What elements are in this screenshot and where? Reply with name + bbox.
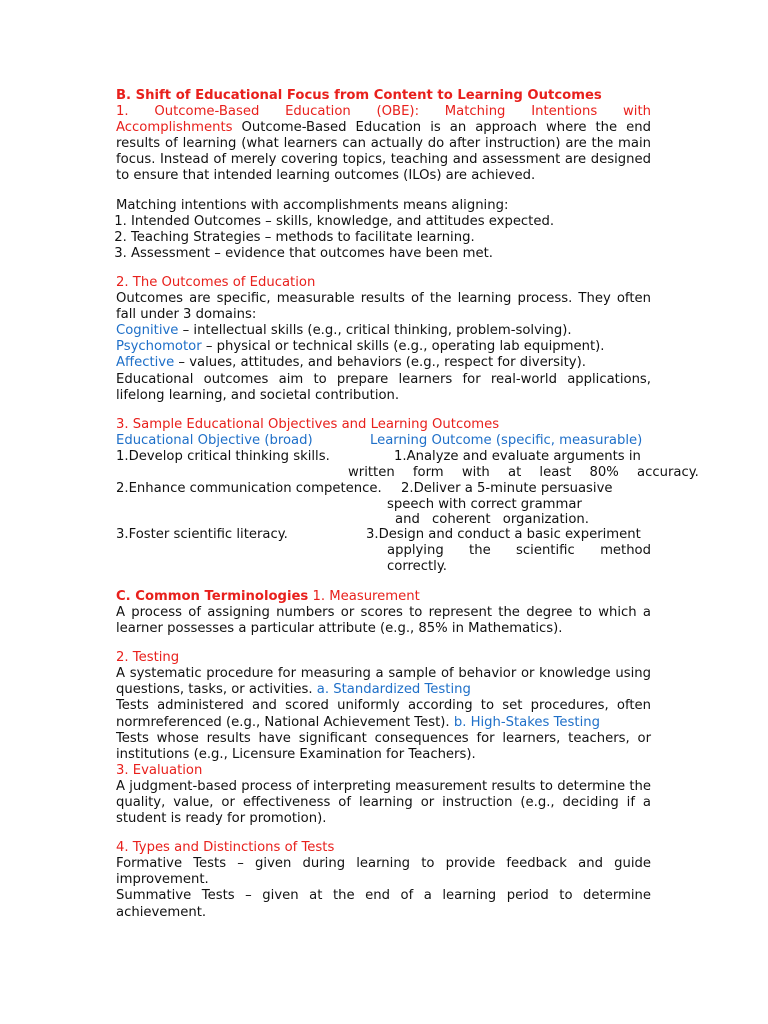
outcome-cell-cont: and coherent organization. — [395, 512, 589, 528]
outcome-cell-cont: applying the scientific method — [387, 543, 651, 559]
measurement-title: 1. Measurement — [308, 588, 420, 604]
outcome-cell-cont: speech with correct grammar — [387, 497, 582, 513]
testing-title: 2. Testing — [116, 650, 180, 666]
section-c-heading: C. Common Terminologies — [116, 588, 309, 604]
table-row-cont — [116, 559, 651, 575]
objective-cell: 1.Develop critical thinking skills. — [116, 448, 330, 464]
domain-psychomotor — [116, 339, 651, 355]
outcomes-intro: Outcomes are specific, measurable results of the learning process. They often fall under 3 domains: — [116, 291, 651, 323]
evaluation-title: 3. Evaluation — [116, 762, 203, 778]
domain-desc: – physical or technical skills (e.g., operating lab equipment). — [201, 339, 605, 355]
formative-tests: Formative Tests – given during learning to provide feedback and guide improvement. — [116, 856, 651, 888]
objective-cell: 3.Foster scientific literacy. — [116, 527, 288, 543]
outcome-cell-cont: correctly. — [387, 558, 447, 574]
list-item: 1. Intended Outcomes – skills, knowledge, and attitudes expected. — [131, 214, 651, 230]
outcome-cell: 2.Deliver a 5-minute persuasive — [401, 481, 613, 497]
outcomes-title: 2. The Outcomes of Education — [116, 274, 316, 290]
domain-name: Cognitive — [116, 323, 179, 339]
table-row-cont — [116, 464, 699, 481]
obe-paragraph — [116, 120, 651, 184]
summative-tests: Summative Tests – given at the end of a learning period to determine achievement. — [116, 888, 651, 920]
alignment-list — [116, 214, 651, 262]
section-c-heading-line — [116, 589, 651, 605]
domain-name: Affective — [116, 355, 175, 371]
list-item: 2. Teaching Strategies – methods to facilitate learning. — [131, 230, 651, 246]
obe-body-start: Outcome-Based Education is an approach where the end — [232, 120, 651, 136]
table-row-cont — [116, 512, 651, 527]
list-item: 3. Assessment – evidence that outcomes have been met. — [131, 246, 651, 262]
outcomes-closing: Educational outcomes aim to prepare learners for real-world applications, lifelong learning, and societal contribution. — [116, 371, 651, 403]
table-row-cont — [116, 497, 651, 512]
types-title: 4. Types and Distinctions of Tests — [116, 840, 335, 856]
domain-cognitive — [116, 323, 651, 339]
table-row — [116, 449, 651, 465]
obe-body: results of learning (what learners can actually do after instruction) are the main focus. Instead of merely covering topics, teaching and assessment are designed to ensure that intended learning outcomes (ILOs) are achieved. — [116, 136, 651, 184]
measurement-body: A process of assigning numbers or scores to represent the degree to which a learner possesses a particular attribute (e.g., 85% in Mathematics). — [116, 604, 651, 637]
outcome-cell: 3.Design and conduct a basic experiment — [366, 527, 641, 543]
outcome-column-header: Learning Outcome (specific, measurable) — [370, 432, 643, 448]
obe-title: 1. Outcome-Based Education (OBE): Matching Intentions with — [116, 104, 651, 120]
testing-body: A systematic procedure for measuring a sample of behavior or knowledge using questions, tasks, or activities. — [116, 666, 651, 698]
high-stakes-testing-label: b. High-Stakes Testing — [449, 714, 600, 730]
outcome-cell: 1.Analyze and evaluate arguments in — [394, 448, 641, 464]
domain-desc: – intellectual skills (e.g., critical thinking, problem-solving). — [178, 323, 572, 339]
testing-paragraph — [116, 666, 651, 698]
evaluation-body: A judgment-based process of interpreting measurement results to determine the quality, value, or effectiveness of learning or instruction (e.g., deciding if a student is ready for promotion). — [116, 778, 651, 827]
samples-title: 3. Sample Educational Objectives and Learning Outcomes — [116, 416, 500, 432]
high-stakes-body: Tests whose results have significant consequences for learners, teachers, or institutions (e.g., Licensure Examination for Teachers). — [116, 730, 651, 762]
matching-intro: Matching intentions with accomplishments means aligning: — [116, 197, 509, 213]
objective-column-header: Educational Objective (broad) — [116, 432, 313, 448]
outcome-cell-cont: written form with at least 80% accuracy. — [348, 464, 699, 480]
objective-cell: 2.Enhance communication competence. — [116, 481, 382, 497]
table-row-cont — [116, 543, 651, 559]
table-row — [116, 527, 651, 543]
samples-header-row — [116, 433, 651, 449]
standardized-paragraph — [116, 698, 651, 730]
domain-desc: – values, attitudes, and behaviors (e.g., respect for diversity). — [174, 355, 586, 371]
document-page — [116, 88, 699, 921]
domain-affective — [116, 355, 651, 371]
section-b-heading: B. Shift of Educational Focus from Content to Learning Outcomes — [116, 88, 602, 103]
standardized-body: Tests administered and scored uniformly according to set procedures, often normreferenced (e.g., National Achievement Test). — [116, 698, 651, 730]
domain-name: Psychomotor — [116, 339, 202, 355]
standardized-testing-label: a. Standardized Testing — [312, 682, 471, 698]
table-row — [116, 481, 651, 497]
obe-title-cont: Accomplishments — [116, 120, 233, 136]
